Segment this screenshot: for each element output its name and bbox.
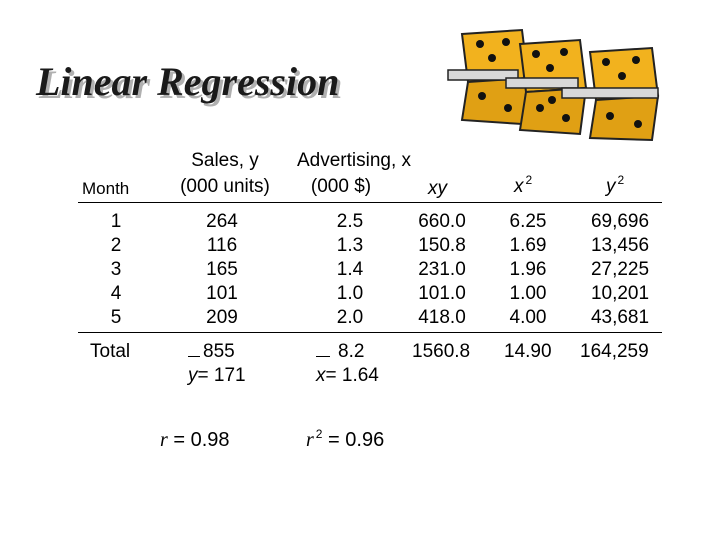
sales-cell: 101 xyxy=(206,283,238,304)
y-squared-cell: 69,696 xyxy=(590,211,650,232)
advertising-cell: 2.5 xyxy=(336,211,364,232)
sales-cell: 209 xyxy=(206,307,238,328)
r-value: = 0.98 xyxy=(173,429,230,451)
header-x2-symbol: x xyxy=(514,176,524,197)
x-squared-cell: 6.25 xyxy=(509,211,547,232)
sales-column xyxy=(192,210,252,330)
y-squared-cell: 10,201 xyxy=(590,283,650,304)
mean-x xyxy=(316,364,379,388)
dice-graphic xyxy=(440,12,715,142)
r2-symbol: r xyxy=(306,429,314,451)
advertising-cell: 1.4 xyxy=(336,259,364,280)
total-divider xyxy=(78,332,662,333)
advertising-cell: 2.0 xyxy=(336,307,364,328)
total-advertising: 8.2 xyxy=(338,341,365,362)
sales-cell: 165 xyxy=(206,259,238,280)
header-sales-line2: (000 units) xyxy=(180,176,270,197)
r2-value: = 0.96 xyxy=(328,429,385,451)
advertising-column xyxy=(322,210,378,330)
total-label: Total xyxy=(90,341,131,362)
month-cell: 2 xyxy=(110,235,122,256)
sales-cell: 116 xyxy=(206,235,238,256)
x-squared-cell: 4.00 xyxy=(509,307,547,328)
mean-y-value: = 171 xyxy=(197,365,246,386)
coefficient-r-squared xyxy=(306,428,384,454)
header-xy: xy xyxy=(428,178,447,199)
r2-exponent: 2 xyxy=(315,427,323,441)
total-x-squared: 14.90 xyxy=(504,341,552,362)
xy-column xyxy=(410,210,474,330)
month-column xyxy=(88,210,144,330)
header-y2-symbol: y xyxy=(606,176,616,197)
month-cell: 4 xyxy=(110,283,122,304)
header-month: Month xyxy=(82,179,130,198)
xy-cell: 231.0 xyxy=(418,259,466,280)
header-y-squared xyxy=(606,174,624,201)
month-cell: 5 xyxy=(110,307,122,328)
x-squared-cell: 1.69 xyxy=(509,235,547,256)
x-bar-overline xyxy=(316,356,330,357)
xy-cell: 660.0 xyxy=(418,211,466,232)
header-x-squared xyxy=(514,174,532,201)
die-icon xyxy=(448,30,528,124)
sales-cell: 264 xyxy=(206,211,238,232)
xy-cell: 101.0 xyxy=(418,283,466,304)
header-y2-exponent: 2 xyxy=(617,173,625,187)
header-divider xyxy=(78,202,662,203)
y-bar-overline xyxy=(188,356,200,357)
r-symbol: r xyxy=(160,429,168,451)
header-advertising xyxy=(284,148,424,200)
total-y-squared: 164,259 xyxy=(580,341,649,362)
header-adv-line2: (000 $) xyxy=(310,176,372,197)
mean-x-symbol: x xyxy=(316,365,326,386)
y-squared-cell: 43,681 xyxy=(590,307,650,328)
slide-title: Linear Regression xyxy=(36,59,340,104)
xy-cell: 418.0 xyxy=(418,307,466,328)
x-squared-cell: 1.96 xyxy=(509,259,547,280)
header-x2-exponent: 2 xyxy=(525,173,533,187)
header-adv-line1: Advertising, x xyxy=(296,150,412,171)
mean-y xyxy=(188,364,246,388)
x-squared-column xyxy=(498,210,558,330)
advertising-cell: 1.0 xyxy=(336,283,364,304)
y-squared-cell: 13,456 xyxy=(590,235,650,256)
advertising-cell: 1.3 xyxy=(336,235,364,256)
total-xy: 1560.8 xyxy=(412,341,471,362)
month-cell: 3 xyxy=(110,259,122,280)
mean-x-value: = 1.64 xyxy=(325,365,379,386)
y-squared-column xyxy=(582,210,658,330)
y-squared-cell: 27,225 xyxy=(590,259,650,280)
mean-y-symbol: y xyxy=(188,365,198,386)
total-sales: 855 xyxy=(203,341,235,362)
header-sales-line1: Sales, y xyxy=(191,150,259,171)
xy-cell: 150.8 xyxy=(418,235,466,256)
x-squared-cell: 1.00 xyxy=(509,283,547,304)
correlation-r xyxy=(160,428,230,452)
month-cell: 1 xyxy=(110,211,122,232)
